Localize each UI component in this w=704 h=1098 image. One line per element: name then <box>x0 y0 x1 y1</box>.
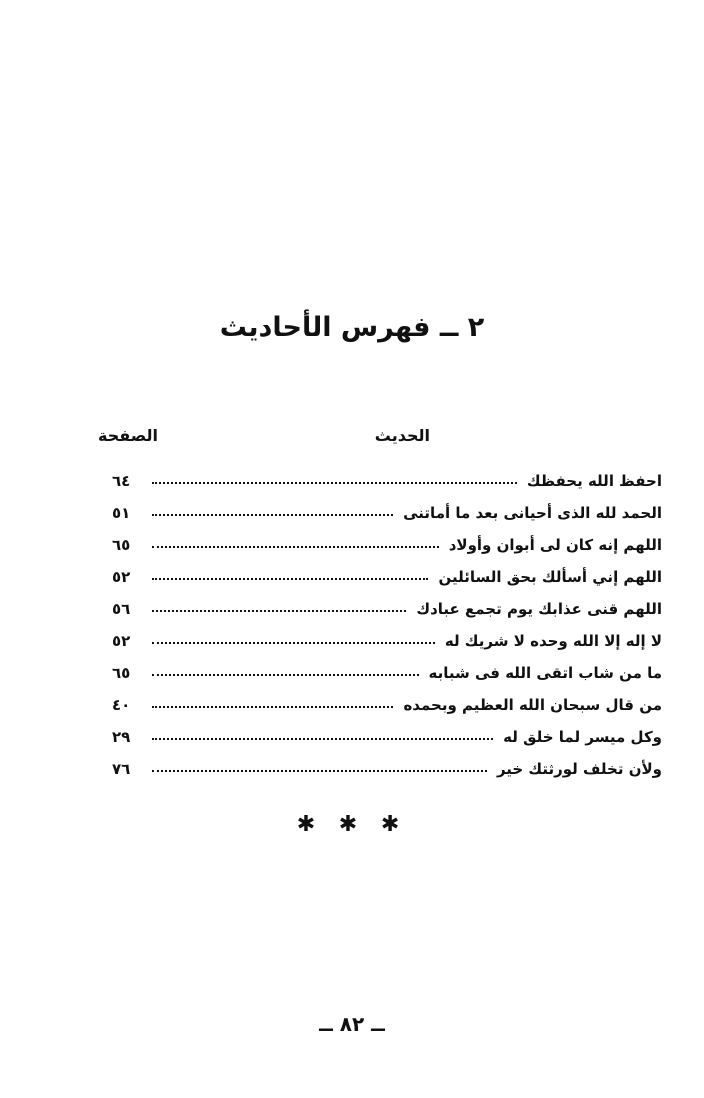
index-entry <box>112 586 662 618</box>
hadith-column-header: الحديث <box>374 426 430 445</box>
entry-text: ولأن تخلف لورثتك خير <box>496 760 662 778</box>
page-number: ــ ٨٢ ــ <box>319 1012 385 1036</box>
section-separator-stars: ✱ ✱ ✱ <box>296 812 408 837</box>
leader-dots <box>152 770 487 772</box>
entry-page-number: ٦٥ <box>112 664 131 682</box>
index-entry <box>112 746 662 778</box>
entry-text: احفظ الله يحفظك <box>526 472 662 490</box>
hadith-index-list <box>112 458 662 778</box>
leader-dots <box>152 482 517 484</box>
leader-dots <box>152 514 393 516</box>
index-header <box>90 426 662 456</box>
leader-dots <box>152 642 435 644</box>
leader-dots <box>152 706 393 708</box>
entry-page-number: ٥١ <box>112 504 131 522</box>
index-entry <box>112 714 662 746</box>
entry-text: من قال سبحان الله العظيم وبحمده <box>403 696 662 714</box>
index-entry <box>112 458 662 490</box>
index-entry <box>112 554 662 586</box>
entry-text: ما من شاب اتقى الله فى شبابه <box>428 664 662 682</box>
index-entry <box>112 522 662 554</box>
entry-text: اللهم قنى عذابك يوم تجمع عبادك <box>416 600 662 618</box>
index-entry <box>112 650 662 682</box>
entry-text: وكل ميسر لما خلق له <box>503 728 662 746</box>
leader-dots <box>152 578 428 580</box>
index-entry <box>112 618 662 650</box>
entry-text: اللهم إني أسألك بحق السائلين <box>438 568 662 586</box>
entry-page-number: ٥٢ <box>112 632 131 650</box>
entry-page-number: ٢٩ <box>112 728 131 746</box>
entry-text: الحمد لله الذى أحيانى بعد ما أماتنى <box>403 504 662 522</box>
entry-text: لا إله إلا الله وحده لا شريك له <box>444 632 662 650</box>
leader-dots <box>152 546 439 548</box>
leader-dots <box>152 738 493 740</box>
entry-text: اللهم إنه كان لى أبوان وأولاد <box>448 536 662 554</box>
leader-dots <box>152 610 406 612</box>
leader-dots <box>152 674 419 676</box>
page-column-header: الصفحة <box>98 426 159 445</box>
entry-page-number: ٥٦ <box>112 600 131 618</box>
entry-page-number: ٧٦ <box>112 760 131 778</box>
index-entry <box>112 682 662 714</box>
entry-page-number: ٦٥ <box>112 536 131 554</box>
entry-page-number: ٤٠ <box>112 696 131 714</box>
page-title: ٢ ــ فهرس الأحاديث <box>219 312 485 343</box>
index-entry <box>112 490 662 522</box>
entry-page-number: ٦٤ <box>112 472 131 490</box>
entry-page-number: ٥٢ <box>112 568 131 586</box>
